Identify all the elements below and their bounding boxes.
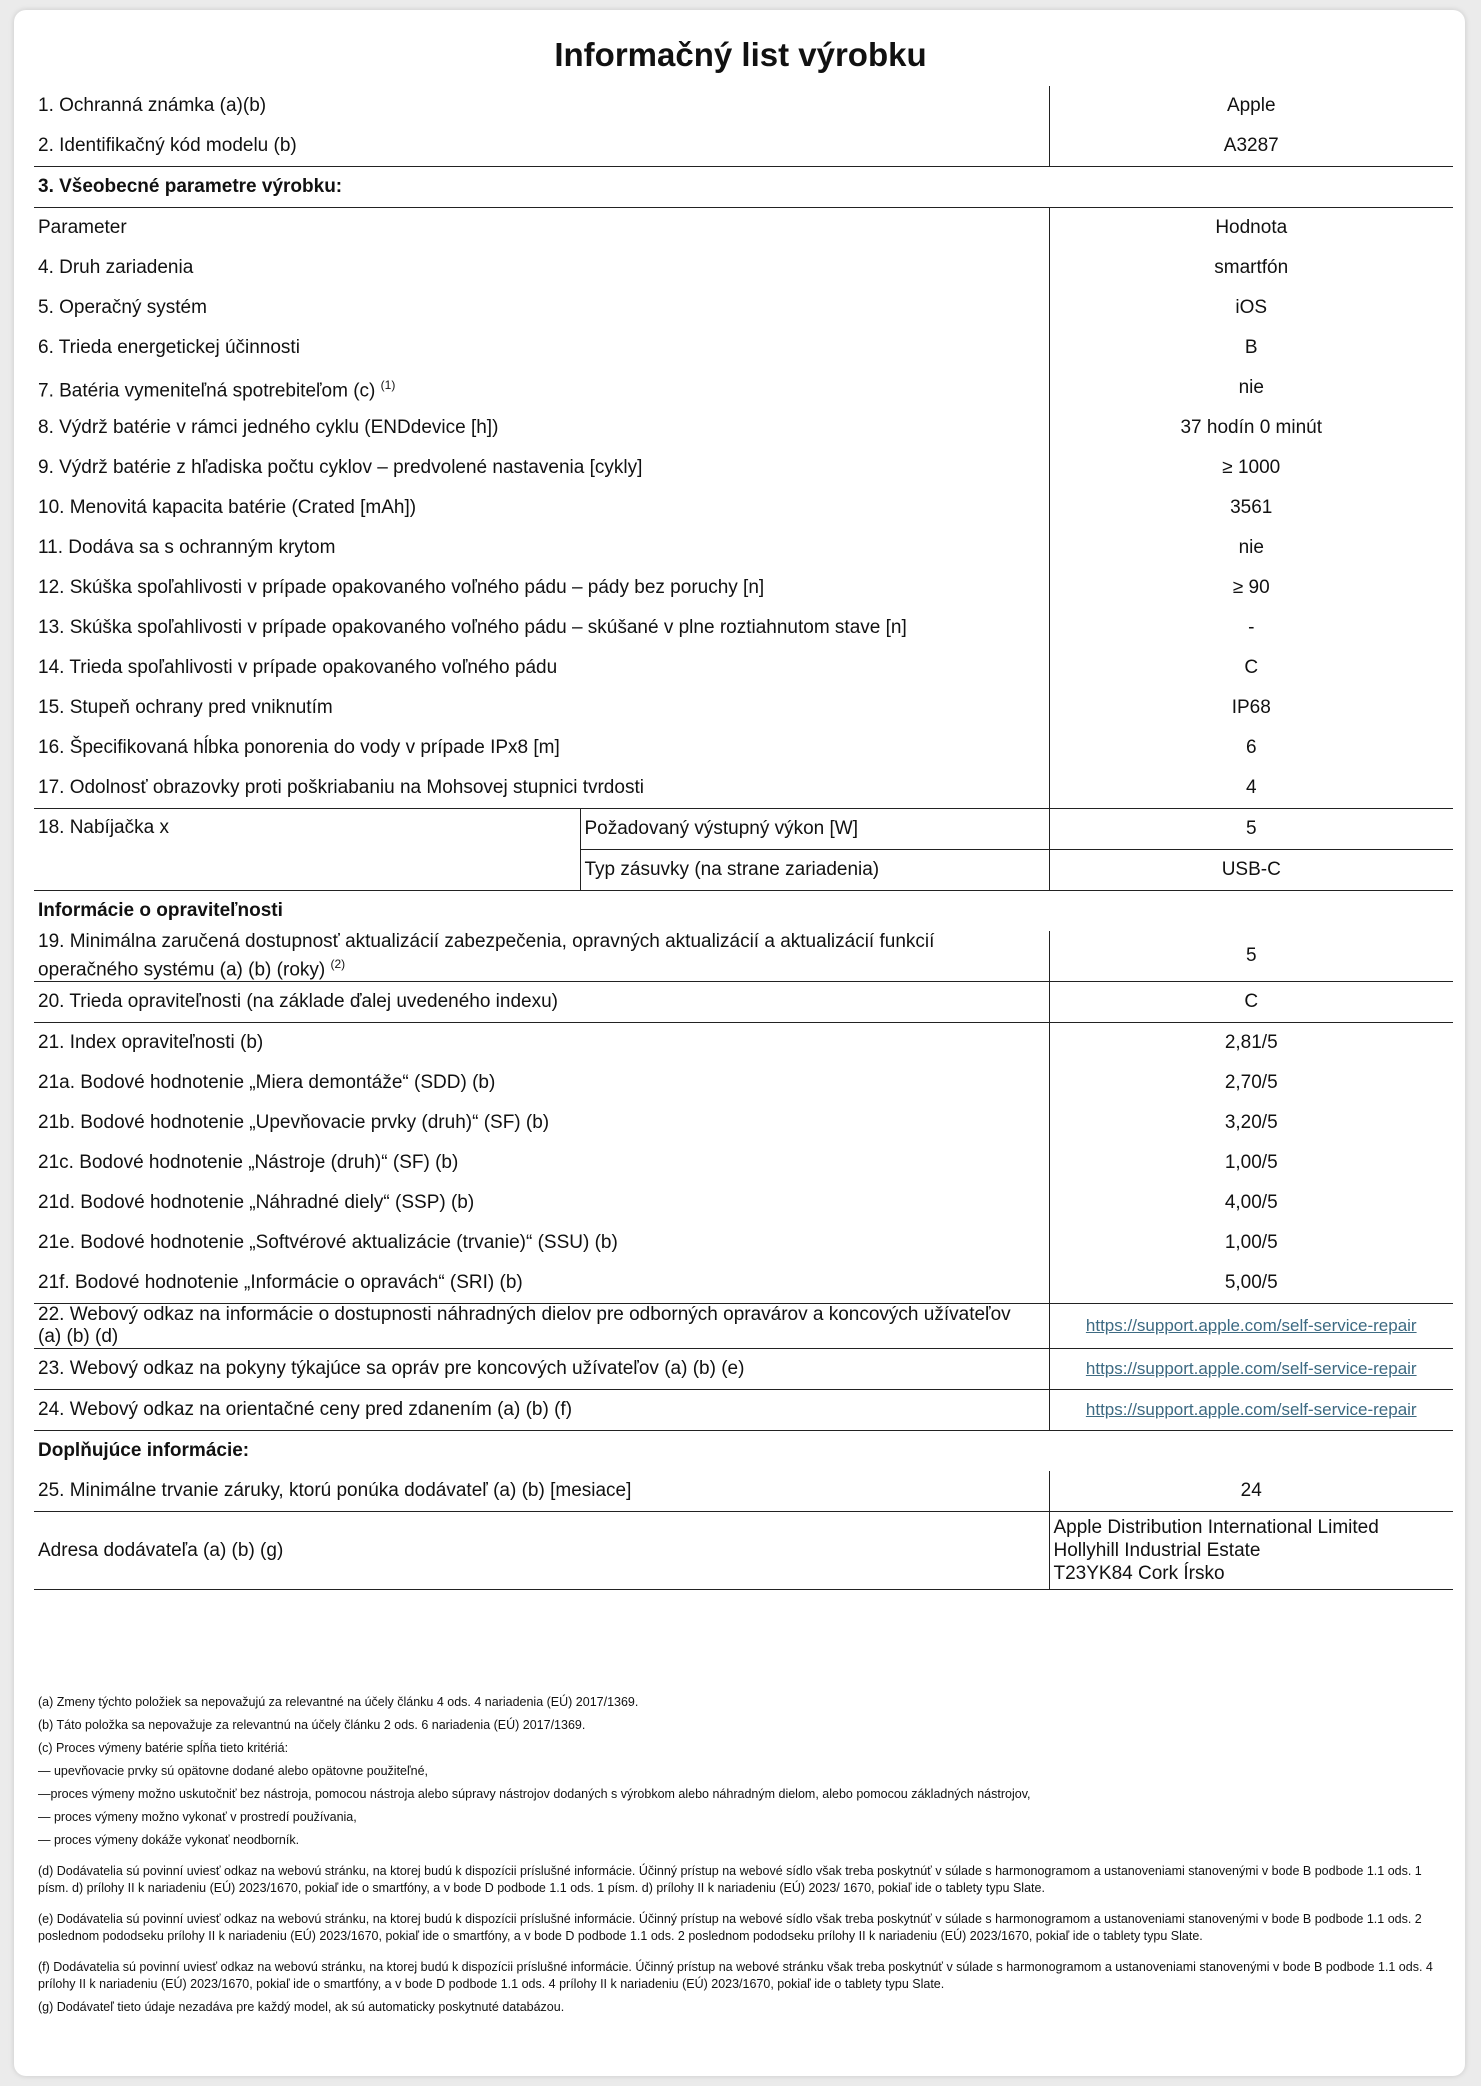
row-label: 21d. Bodové hodnotenie „Náhradné diely“ (SSP) (b) xyxy=(38,1192,475,1214)
footnote-g: (g) Dodávateľ tieto údaje nezadáva pre každý model, ak sú automaticky poskytnuté databázou. xyxy=(38,2000,565,2014)
table-row xyxy=(34,1023,1453,1064)
row-value: 2,81/5 xyxy=(1049,1023,1453,1064)
table-row xyxy=(34,408,1453,448)
row-value: 1,00/5 xyxy=(1049,1223,1453,1263)
row-label: 10. Menovitá kapacita batérie (Crated [mAh]) xyxy=(38,497,417,518)
row-value: ≥ 90 xyxy=(1049,568,1453,608)
footnotes xyxy=(38,1694,1452,2022)
table-row xyxy=(34,1471,1453,1512)
table-row xyxy=(34,568,1453,608)
indicative-prices-link[interactable]: https://support.apple.com/self-service-repair xyxy=(1085,1400,1417,1420)
row-label: 16. Špecifikovaná hĺbka ponorenia do vody v prípade IPx8 [m] xyxy=(38,737,560,758)
row-value: 4 xyxy=(1049,768,1453,809)
footnote-c-item: — proces výmeny dokáže vykonať neodborník. xyxy=(38,1833,300,1847)
row-label xyxy=(34,368,1049,408)
row-link-cell xyxy=(1049,1390,1453,1431)
table-row xyxy=(34,448,1453,488)
section-row xyxy=(34,891,1453,932)
section-row xyxy=(34,1431,1453,1472)
column-header-parameter: Parameter xyxy=(38,217,127,238)
column-header-value: Hodnota xyxy=(1049,208,1453,249)
row-label: 12. Skúška spoľahlivosti v prípade opakovaného voľného pádu – pády bez poruchy [n] xyxy=(38,577,765,598)
row-label: 21e. Bodové hodnotenie „Softvérové aktualizácie (trvanie)“ (SSU) (b) xyxy=(38,1232,618,1254)
table-row xyxy=(34,488,1453,528)
address-line: T23YK84 Cork Írsko xyxy=(1053,1563,1225,1585)
footnote-e: (e) Dodávatelia sú povinní uviesť odkaz na webovú stránku, na ktorej budú k dispozícii príslušné informácie. Účinný prístup na webové sídlo však treba poskytnúť v súlade s harmonogramom a ustanoveniami stanovenými v bode B podbode 1.1 ods. 2 poslednom pododseku prílohy II k nariadeniu (EÚ) 2023/1670, pokiaľ ide o smartfóny, a v bode D podbode 1.1 ods. 2 poslednom pododseku prílohy II k nariadeniu (EÚ) 2023/1670, pokiaľ ide o tablety typu Slate. xyxy=(38,1912,1422,1943)
address-line: Apple Distribution International Limited xyxy=(1053,1517,1379,1539)
table-row xyxy=(34,1103,1453,1143)
table-row xyxy=(34,728,1453,768)
row-value: - xyxy=(1049,608,1453,648)
row-label: Adresa dodávateľa (a) (b) (g) xyxy=(34,1512,1049,1590)
row-value: 2,70/5 xyxy=(1049,1063,1453,1103)
row-value: IP68 xyxy=(1049,688,1453,728)
row-label: 13. Skúška spoľahlivosti v prípade opakovaného voľného pádu – skúšané v plne roztiahnutom stave [n] xyxy=(38,617,907,638)
row-value: 5 xyxy=(1049,931,1453,982)
row-value: 5,00/5 xyxy=(1049,1263,1453,1304)
table-row xyxy=(34,1183,1453,1223)
section-row xyxy=(34,167,1453,208)
table-row xyxy=(34,809,1453,850)
charger-power-label: Požadovaný výstupný výkon [W] xyxy=(580,809,1049,850)
charger-socket-value: USB-C xyxy=(1049,850,1453,891)
table-row xyxy=(34,1263,1453,1304)
row-label: 6. Trieda energetickej účinnosti xyxy=(38,337,300,358)
row-value: nie xyxy=(1049,528,1453,568)
footnote-d: (d) Dodávatelia sú povinní uviesť odkaz na webovú stránku, na ktorej budú k dispozícii príslušné informácie. Účinný prístup na webové sídlo však treba poskytnúť v súlade s harmonogramom a ustanoveniami stanovenými v bode B podbode 1.1 ods. 1 písm. d) prílohy II k nariadeniu (EÚ) 2023/1670, pokiaľ ide o smartfóny, a v bode D podbode 1.1 ods. 1 písm. d) prílohy II k nariadeniu (EÚ) 2023/ 1670, pokiaľ ide o tablety typu Slate. xyxy=(38,1864,1422,1895)
footnote-c-item: — proces výmeny možno vykonať v prostredí používania, xyxy=(38,1810,357,1824)
row-label: 8. Výdrž batérie v rámci jedného cyklu (ENDdevice [h]) xyxy=(38,417,499,438)
row-label: 9. Výdrž batérie z hľadiska počtu cyklov – predvolené nastavenia [cykly] xyxy=(38,457,643,478)
row-value: C xyxy=(1049,982,1453,1023)
row-label: 15. Stupeň ochrany pred vniknutím xyxy=(38,697,333,718)
footnote-ref: (2) xyxy=(330,957,346,971)
table-row xyxy=(34,688,1453,728)
section-heading: Doplňujúce informácie: xyxy=(38,1440,250,1462)
section-heading: Informácie o opraviteľnosti xyxy=(38,900,283,921)
footnote-ref: (1) xyxy=(380,377,396,392)
row-link-cell xyxy=(1049,1349,1453,1390)
row-label-text: 7. Batéria vymeniteľná spotrebiteľom (c) xyxy=(38,380,376,402)
row-label: 18. Nabíjačka x xyxy=(34,809,580,891)
row-label: 22. Webový odkaz na informácie o dostupnosti náhradných dielov pre odborných opravárov a koncových užívateľov (a) (b) (d) xyxy=(34,1304,1049,1349)
row-label-text: 19. Minimálna zaručená dostupnosť aktualizácií zabezpečenia, opravných aktualizácií a aktualizácií funkcií operačného systému (a) (b) (roky) xyxy=(38,931,935,981)
row-value: iOS xyxy=(1049,288,1453,328)
row-label: 23. Webový odkaz na pokyny týkajúce sa opráv pre koncových užívateľov (a) (b) (e) xyxy=(34,1349,1049,1390)
table-row xyxy=(34,248,1453,288)
table-row xyxy=(34,1390,1453,1431)
charger-power-value: 5 xyxy=(1049,809,1453,850)
row-value: B xyxy=(1049,328,1453,368)
row-label xyxy=(34,931,1049,982)
row-label: 4. Druh zariadenia xyxy=(38,257,194,278)
row-label: 21c. Bodové hodnotenie „Nástroje (druh)“ (SF) (b) xyxy=(38,1152,459,1174)
supplier-address xyxy=(1049,1512,1453,1590)
table-row xyxy=(34,1512,1453,1590)
row-label: 21b. Bodové hodnotenie „Upevňovacie prvky (druh)“ (SF) (b) xyxy=(38,1112,550,1134)
table-row xyxy=(34,1143,1453,1183)
row-label: 21. Index opraviteľnosti (b) xyxy=(38,1032,264,1054)
table-row xyxy=(34,608,1453,648)
row-value: 1,00/5 xyxy=(1049,1143,1453,1183)
row-value: 3,20/5 xyxy=(1049,1103,1453,1143)
row-value: 6 xyxy=(1049,728,1453,768)
table-row xyxy=(34,1063,1453,1103)
table-row xyxy=(34,931,1453,982)
row-value: 4,00/5 xyxy=(1049,1183,1453,1223)
footnote-a: (a) Zmeny týchto položiek sa nepovažujú za relevantné na účely článku 4 ods. 4 nariadenia (EÚ) 2017/1369. xyxy=(38,1695,639,1709)
row-value: A3287 xyxy=(1049,126,1453,167)
table-row xyxy=(34,1349,1453,1390)
row-label: 21a. Bodové hodnotenie „Miera demontáže“ (SDD) (b) xyxy=(38,1072,496,1094)
row-value: 24 xyxy=(1049,1471,1453,1512)
section-heading: 3. Všeobecné parametre výrobku: xyxy=(34,167,1453,208)
row-label: 11. Dodáva sa s ochranným krytom xyxy=(38,537,336,558)
repair-instructions-link[interactable]: https://support.apple.com/self-service-repair xyxy=(1085,1359,1417,1379)
row-label: 14. Trieda spoľahlivosti v prípade opakovaného voľného pádu xyxy=(38,657,558,678)
footnote-f: (f) Dodávatelia sú povinní uviesť odkaz na webovú stránku, na ktorej budú k dispozícii príslušné informácie. Účinný prístup na webové stránku však treba poskytnúť v súlade s harmonogramom a ustanoveniami stanovenými v bode B podbode 1.1 ods. 4 prílohy II k nariadeniu (EÚ) 2023/1670, pokiaľ ide o smartfóny, a v bode D podbode 1.1 ods. 4 prílohy II k nariadeniu (EÚ) 2023/1670, pokiaľ ide o tablety typu Slate. xyxy=(38,1960,1433,1991)
row-link-cell xyxy=(1049,1304,1453,1349)
row-label: 5. Operačný systém xyxy=(38,297,207,318)
row-value: smartfón xyxy=(1049,248,1453,288)
row-value: 37 hodín 0 minút xyxy=(1049,408,1453,448)
table-row xyxy=(34,288,1453,328)
table-row xyxy=(34,368,1453,408)
footnote-b: (b) Táto položka sa nepovažuje za relevantnú na účely článku 2 ods. 6 nariadenia (EÚ) 2017/1369. xyxy=(38,1718,586,1732)
table-row xyxy=(34,768,1453,809)
row-label: 25. Minimálne trvanie záruky, ktorú ponúka dodávateľ (a) (b) [mesiace] xyxy=(34,1471,1049,1512)
row-value: ≥ 1000 xyxy=(1049,448,1453,488)
table-row xyxy=(34,208,1453,249)
row-value: nie xyxy=(1049,368,1453,408)
footnote-c: (c) Proces výmeny batérie spĺňa tieto kritériá: xyxy=(38,1741,289,1755)
row-label: 21f. Bodové hodnotenie „Informácie o opravách“ (SRI) (b) xyxy=(34,1263,1049,1304)
table-row xyxy=(34,982,1453,1023)
address-line: Hollyhill Industrial Estate xyxy=(1053,1540,1261,1562)
spare-parts-link[interactable]: https://support.apple.com/self-service-repair xyxy=(1085,1316,1417,1336)
table-row xyxy=(34,328,1453,368)
table-row xyxy=(34,86,1453,126)
table-row xyxy=(34,1223,1453,1263)
row-label: 20. Trieda opraviteľnosti (na základe ďalej uvedeného indexu) xyxy=(34,982,1049,1023)
product-info-table xyxy=(34,86,1453,1590)
page-title: Informačný list výrobku xyxy=(554,36,927,73)
footnote-c-item: — upevňovacie prvky sú opätovne dodané alebo opätovne použiteľné, xyxy=(38,1764,429,1778)
table-row xyxy=(34,126,1453,167)
table-row xyxy=(34,648,1453,688)
row-value: C xyxy=(1049,648,1453,688)
row-label: 17. Odolnosť obrazovky proti poškriabaniu na Mohsovej stupnici tvrdosti xyxy=(34,768,1049,809)
row-label: 1. Ochranná známka (a)(b) xyxy=(38,95,267,116)
table-row xyxy=(34,1304,1453,1349)
footnote-c-item: —proces výmeny možno uskutočniť bez nástroja, pomocou nástroja alebo súpravy nástrojov dodaných s výrobkom alebo náhradným dielom, alebo pomocou základných nástrojov, xyxy=(38,1787,1031,1801)
table-row xyxy=(34,528,1453,568)
row-label: 24. Webový odkaz na orientačné ceny pred zdanením (a) (b) (f) xyxy=(34,1390,1049,1431)
charger-socket-label: Typ zásuvky (na strane zariadenia) xyxy=(580,850,1049,891)
row-value: Apple xyxy=(1049,86,1453,126)
row-value: 3561 xyxy=(1049,488,1453,528)
row-label: 2. Identifikačný kód modelu (b) xyxy=(34,126,1049,167)
